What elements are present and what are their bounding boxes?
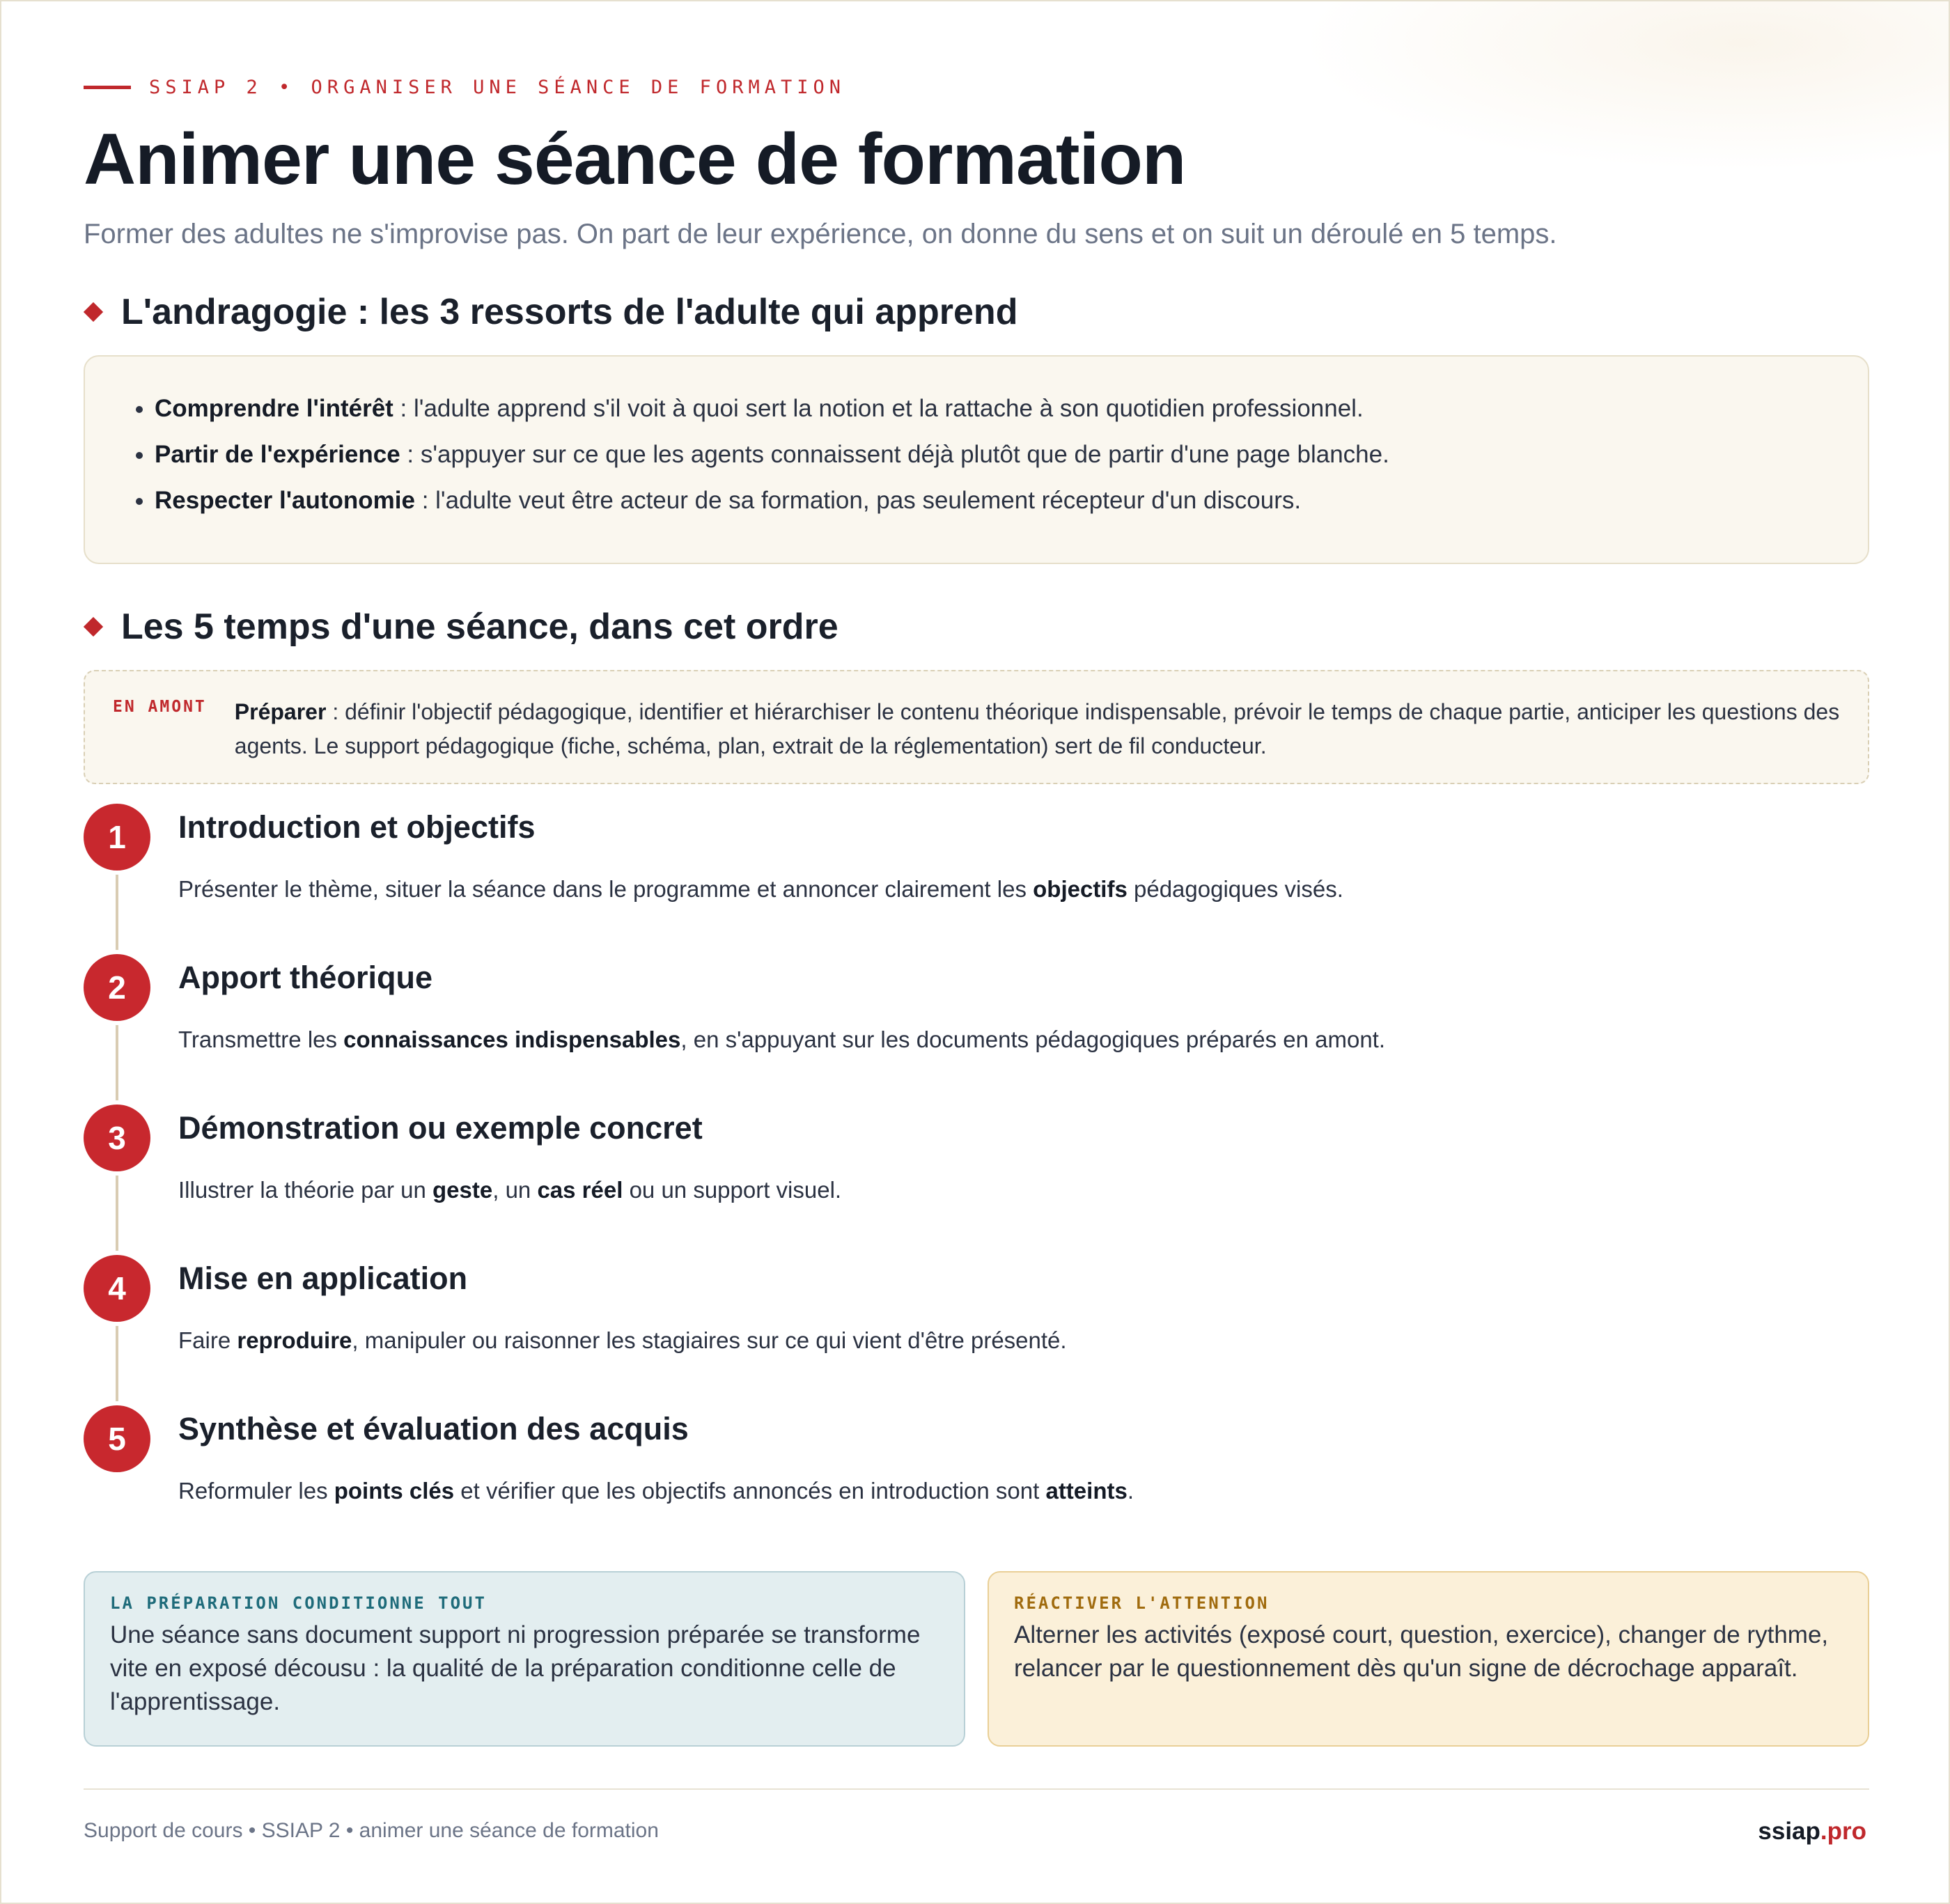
step-description (178, 876, 1343, 903)
timeline (84, 802, 1869, 1506)
timeline-step (84, 1404, 1869, 1550)
timeline-step (84, 1103, 1869, 1249)
step-bold: points clés (334, 1478, 455, 1504)
amont-bold: Préparer (234, 699, 327, 724)
step-title: Démonstration ou exemple concret (178, 1110, 703, 1146)
note-attention (988, 1571, 1869, 1747)
step-description (178, 1177, 841, 1203)
note-text: Alterner les activités (exposé court, question, exercice), changer de rythme, relancer par le questionnement dès qu'un signe de décrochage apparaît. (1014, 1621, 1829, 1682)
step-title: Synthèse et évaluation des acquis (178, 1411, 689, 1446)
step-bold: geste (432, 1177, 493, 1203)
list-item-bold: Comprendre l'intérêt (155, 395, 393, 422)
list-item-text: : l'adulte veut être acteur de sa formation, pas seulement récepteur d'un discours. (414, 487, 1302, 514)
section-title-andragogie (84, 291, 1017, 333)
step-title: Introduction et objectifs (178, 809, 536, 845)
step-text: Illustrer la théorie par un (178, 1177, 433, 1203)
brand-name: ssiap (1758, 1818, 1820, 1845)
step-text: Présenter le thème, situer la séance dans le programme et annoncer clairement les (178, 876, 1034, 902)
list-item-text: : l'adulte apprend s'il voit à quoi sert la notion et la rattache à son quotidien professionnel. (393, 395, 1364, 422)
andragogie-box (84, 355, 1869, 564)
step-description (178, 1027, 1385, 1053)
step-title: Apport théorique (178, 960, 432, 995)
footer-caption: Support de cours • SSIAP 2 • animer une séance de formation (84, 1819, 659, 1842)
list-item-bold: Respecter l'autonomie (155, 487, 415, 514)
step-number-badge: 5 (84, 1405, 150, 1472)
eyebrow-text: SSIAP 2 • ORGANISER UNE SÉANCE DE FORMATION (149, 77, 845, 98)
eyebrow-rule (84, 86, 131, 89)
step-bold: connaissances indispensables (343, 1027, 681, 1052)
step-text: , manipuler ou raisonner les stagiaires sur ce qui vient d'être présenté. (352, 1327, 1067, 1353)
note-title: RÉACTIVER L'ATTENTION (1014, 1593, 1270, 1613)
step-bold: cas réel (537, 1177, 623, 1203)
note-preparation (84, 1571, 965, 1747)
section-title-seance (84, 606, 838, 648)
list-item (155, 432, 1833, 478)
brand-logo (1758, 1818, 1866, 1846)
brand-tld: .pro (1820, 1818, 1866, 1845)
eyebrow (84, 77, 845, 98)
step-text: , un (492, 1177, 538, 1203)
step-text: ou un support visuel. (623, 1177, 842, 1203)
andragogie-list (123, 386, 1833, 524)
step-bold: reproduire (237, 1327, 352, 1353)
step-text: , en s'appuyant sur les documents pédagogiques préparés en amont. (680, 1027, 1386, 1052)
step-text: Faire (178, 1327, 237, 1353)
step-text: pédagogiques visés. (1127, 876, 1343, 902)
step-number-badge: 3 (84, 1105, 150, 1171)
step-title: Mise en application (178, 1261, 468, 1296)
step-text: Reformuler les (178, 1478, 334, 1504)
section-title-text: Les 5 temps d'une séance, dans cet ordre (121, 607, 838, 647)
amont-text: : définir l'objectif pédagogique, identifier et hiérarchiser le contenu théorique indispensable, prévoir le temps de chaque partie, anticiper les questions des agents. Le support pédagogique (fiche, schéma, plan, extrait de la réglementation) sert de fil conducteur. (234, 699, 1840, 758)
section-title-text: L'andragogie : les 3 ressorts de l'adulte qui apprend (121, 292, 1018, 332)
page-title: Animer une séance de formation (84, 119, 1186, 200)
footer-divider (84, 1788, 1869, 1790)
note-title: LA PRÉPARATION CONDITIONNE TOUT (110, 1593, 487, 1613)
step-bold: atteints (1045, 1478, 1128, 1504)
amont-tag: EN AMONT (113, 698, 207, 716)
diamond-icon (84, 617, 103, 637)
step-bold: objectifs (1033, 876, 1128, 902)
step-description (178, 1478, 1134, 1504)
page-subtitle: Former des adultes ne s'improvise pas. On part de leur expérience, on donne du sens et on suit un déroulé en 5 temps. (84, 219, 1557, 249)
step-text: et vérifier que les objectifs annoncés en introduction sont (454, 1478, 1046, 1504)
list-item (155, 478, 1833, 524)
step-text: . (1127, 1478, 1134, 1504)
step-text: Transmettre les (178, 1027, 344, 1052)
amont-box (84, 670, 1869, 784)
timeline-step (84, 1254, 1869, 1400)
step-number-badge: 1 (84, 804, 150, 871)
amont-description (235, 695, 1840, 783)
timeline-step (84, 802, 1869, 949)
step-description (178, 1327, 1067, 1354)
timeline-step (84, 953, 1869, 1099)
step-number-badge: 4 (84, 1255, 150, 1322)
note-text: Une séance sans document support ni progression préparée se transforme vite en exposé décousu : la qualité de la préparation conditionne celle de l'apprentissage. (110, 1621, 921, 1715)
list-item-text: : s'appuyer sur ce que les agents connaissent déjà plutôt que de partir d'une page blanche. (400, 441, 1389, 468)
list-item (155, 386, 1833, 432)
diamond-icon (84, 302, 103, 322)
list-item-bold: Partir de l'expérience (155, 441, 400, 468)
step-number-badge: 2 (84, 954, 150, 1021)
